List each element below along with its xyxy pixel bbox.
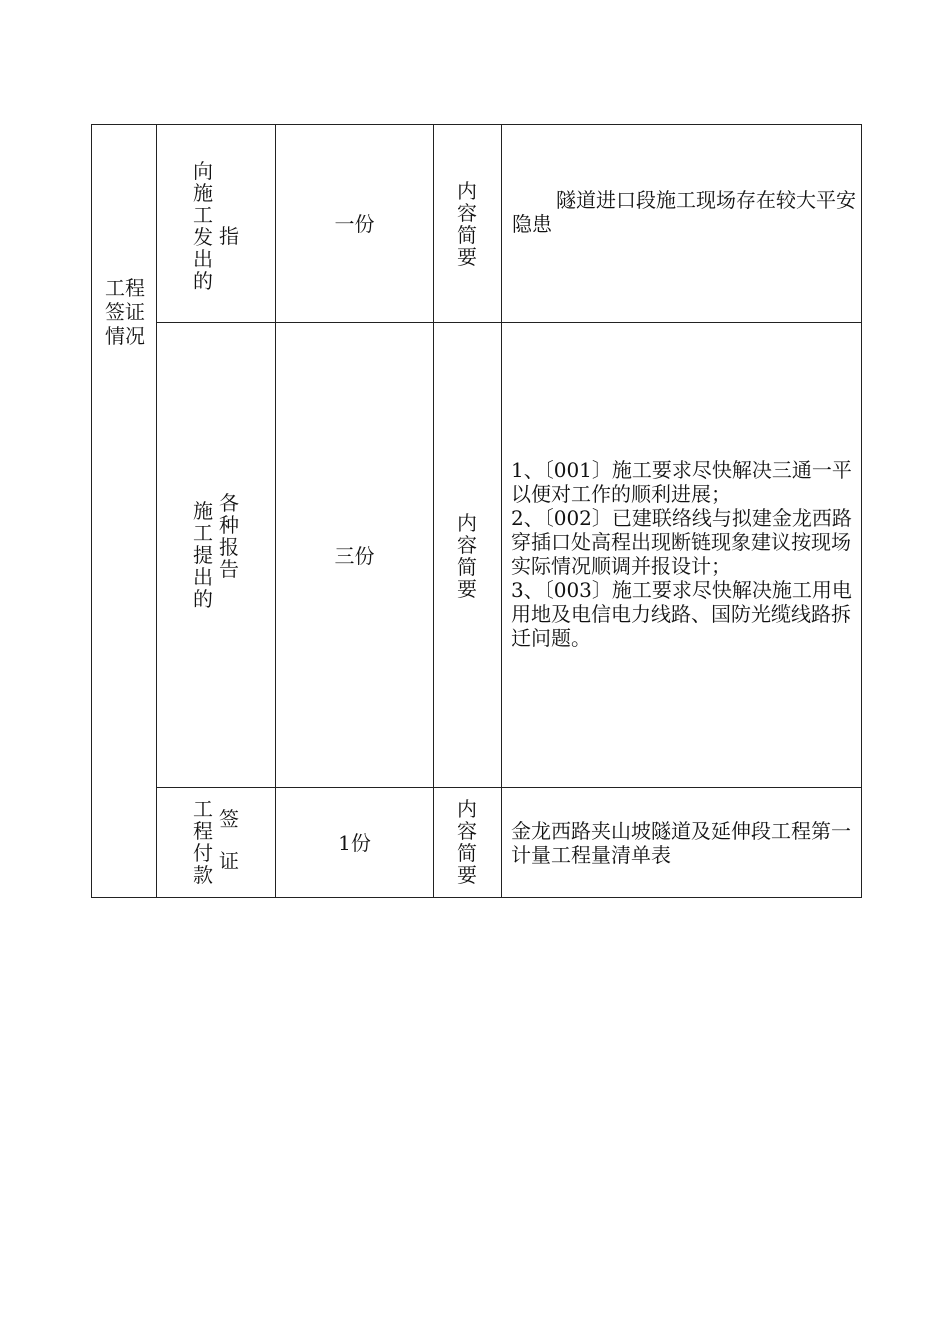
col-divider-1 xyxy=(156,124,157,898)
col-divider-2 xyxy=(275,124,276,898)
row2-count: 三份 xyxy=(334,544,375,568)
vertical-char: 容 xyxy=(457,533,477,557)
vertical-char: 的 xyxy=(193,587,213,611)
row2-category-col2 xyxy=(218,492,240,580)
row2-content-line-1: 1、〔001〕施工要求尽快解决三通一平以便对工作的顺利进展； xyxy=(511,458,852,506)
vertical-char: 各 xyxy=(219,491,239,515)
vertical-char: 付 xyxy=(193,841,213,865)
vertical-char: 签 xyxy=(219,807,239,831)
col-divider-4 xyxy=(501,124,502,898)
table-border-right xyxy=(861,124,862,898)
row3-count: 1份 xyxy=(338,831,371,855)
table-border-top xyxy=(91,124,862,125)
table-border-left xyxy=(91,124,92,898)
vertical-char: 程 xyxy=(193,819,213,843)
vertical-char: 种 xyxy=(219,513,239,537)
vertical-char: 指 xyxy=(219,224,239,248)
row2-category-col1 xyxy=(192,500,214,610)
row-divider-2 xyxy=(156,787,862,788)
vertical-char: 向 xyxy=(193,159,213,183)
col-divider-3 xyxy=(433,124,434,898)
vertical-char: 证 xyxy=(219,849,239,873)
row1-content: 隧道进口段施工现场存在较大平安隐患 xyxy=(512,188,856,236)
row2-content-label xyxy=(456,512,478,600)
vertical-char: 告 xyxy=(219,557,239,581)
vertical-char: 施 xyxy=(193,499,213,523)
vertical-char: 出 xyxy=(193,247,213,271)
vertical-char: 施 xyxy=(193,181,213,205)
vertical-char: 款 xyxy=(193,863,213,887)
vertical-char: 出 xyxy=(193,565,213,589)
vertical-char: 容 xyxy=(457,201,477,225)
vertical-char: 容 xyxy=(457,819,477,843)
vertical-char: 要 xyxy=(457,245,477,269)
vertical-char: 发 xyxy=(193,225,213,249)
vertical-char: 工 xyxy=(193,203,213,227)
row2-content-line-2: 2、〔002〕已建联络线与拟建金龙西路穿插口处高程出现断链现象建议按现场实际情况顺调并报设计； xyxy=(511,506,852,578)
vertical-char: 简 xyxy=(457,555,477,579)
vertical-char: 工 xyxy=(193,797,213,821)
row3-content-label xyxy=(456,798,478,886)
vertical-char: 工 xyxy=(193,521,213,545)
row3-category-col2 xyxy=(218,808,240,872)
row1-category-col1 xyxy=(192,160,214,292)
section-label: 工程签证情况 xyxy=(105,276,145,348)
vertical-char: 报 xyxy=(219,535,239,559)
vertical-char: 提 xyxy=(193,543,213,567)
row3-category-col1 xyxy=(192,798,214,886)
row2-content-line-3: 3、〔003〕施工要求尽快解决施工用电用地及电信电力线路、国防光缆线路拆迁问题。 xyxy=(511,578,852,650)
vertical-char: 内 xyxy=(457,511,477,535)
vertical-char: 简 xyxy=(457,223,477,247)
vertical-char: 内 xyxy=(457,179,477,203)
vertical-char: 的 xyxy=(193,269,213,293)
row-divider-1 xyxy=(156,322,862,323)
row3-content: 金龙西路夹山坡隧道及延伸段工程第一计量工程量清单表 xyxy=(511,819,851,867)
row1-category-col2 xyxy=(218,225,240,247)
vertical-char: 要 xyxy=(457,577,477,601)
vertical-char: 简 xyxy=(457,841,477,865)
table-border-bottom xyxy=(91,897,862,898)
row2-content xyxy=(511,458,857,650)
vertical-char: 内 xyxy=(457,797,477,821)
row1-count: 一份 xyxy=(334,212,375,236)
row1-content-label xyxy=(456,180,478,268)
vertical-char: 要 xyxy=(457,863,477,887)
